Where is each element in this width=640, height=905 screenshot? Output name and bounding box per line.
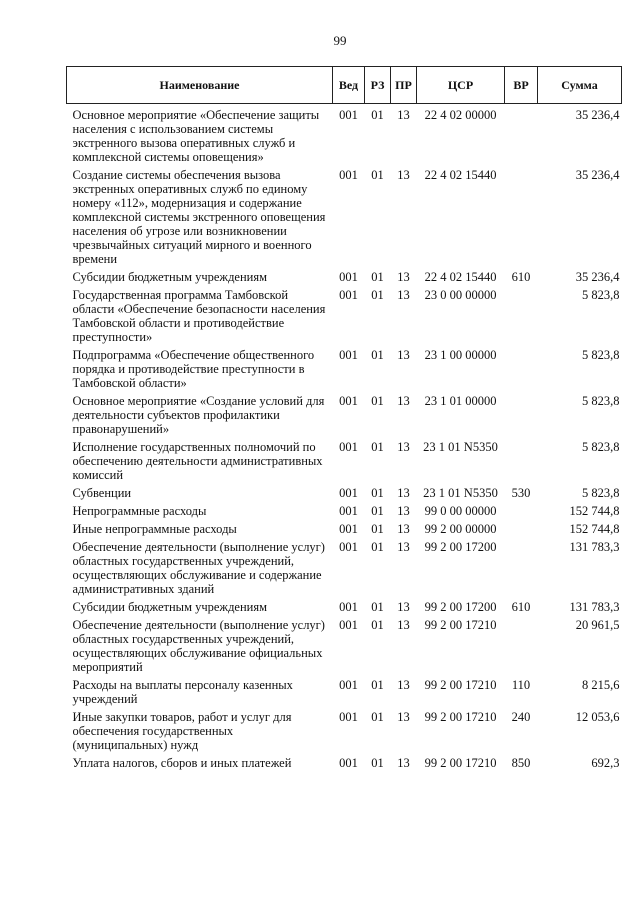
cell-csr: 22 4 02 15440: [424, 168, 497, 182]
cell-pr: 13: [397, 710, 410, 724]
cell-vr: 110: [511, 678, 531, 692]
cell-ved: 001: [339, 756, 358, 770]
table-row: [67, 104, 622, 169]
cell-pr: 13: [397, 108, 410, 122]
cell-csr: 99 2 00 17200: [424, 540, 497, 554]
cell-pr: 13: [397, 678, 410, 692]
cell-name: Обеспечение деятельности (выполнение услуг) областных государственных учреждений, осуществляющих обслуживание официальных мероприятий: [72, 618, 325, 674]
cell-vr: [505, 618, 538, 678]
cell-vr: [505, 522, 538, 540]
table-row: [67, 348, 622, 394]
cell-vr: 610: [511, 600, 531, 614]
cell-rz: 01: [371, 270, 384, 284]
table-row: [67, 540, 622, 600]
cell-csr: 23 1 00 00000: [424, 348, 497, 362]
cell-csr: 22 4 02 00000: [424, 108, 497, 122]
cell-csr: 99 0 00 00000: [424, 504, 497, 518]
cell-sum: 5 823,8: [582, 348, 620, 362]
cell-ved: 001: [339, 440, 358, 454]
table-header: [67, 67, 622, 104]
cell-rz: 01: [371, 600, 384, 614]
cell-name: Уплата налогов, сборов и иных платежей: [72, 756, 292, 770]
cell-vr: [505, 394, 538, 440]
cell-rz: 01: [371, 618, 384, 632]
cell-pr: 13: [397, 600, 410, 614]
cell-ved: 001: [339, 540, 358, 554]
cell-name: Субсидии бюджетным учреждениям: [72, 270, 268, 284]
table-row: [67, 522, 622, 540]
cell-ved: 001: [339, 348, 358, 362]
header-pr: ПР: [391, 67, 417, 104]
cell-rz: 01: [371, 710, 384, 724]
cell-name: Основное мероприятие «Создание условий для деятельности субъектов профилактики правонарушений»: [72, 394, 325, 436]
budget-table: [66, 66, 622, 774]
cell-name: Иные закупки товаров, работ и услуг для обеспечения государственных (муниципальных) нужд: [72, 710, 292, 752]
cell-sum: 5 823,8: [582, 394, 620, 408]
cell-rz: 01: [371, 540, 384, 554]
cell-csr: 23 1 01 N5350: [423, 440, 498, 454]
cell-ved: 001: [339, 394, 358, 408]
cell-rz: 01: [371, 486, 384, 500]
cell-vr: 530: [511, 486, 531, 500]
cell-vr: [505, 348, 538, 394]
header-rz: РЗ: [365, 67, 391, 104]
cell-name: Государственная программа Тамбовской области «Обеспечение безопасности населения Тамбовской области и противодействие преступности»: [72, 288, 326, 344]
cell-csr: 99 2 00 17210: [424, 756, 497, 770]
cell-pr: 13: [397, 394, 410, 408]
header-csr: ЦСР: [417, 67, 505, 104]
cell-sum: 5 823,8: [582, 486, 620, 500]
header-vr: ВР: [505, 67, 538, 104]
cell-rz: 01: [371, 522, 384, 536]
cell-pr: 13: [397, 168, 410, 182]
cell-pr: 13: [397, 504, 410, 518]
cell-ved: 001: [339, 600, 358, 614]
page-number: 99: [333, 33, 347, 48]
header-name: Наименование: [67, 67, 333, 104]
table-row: [67, 486, 622, 504]
cell-name: Субсидии бюджетным учреждениям: [72, 600, 268, 614]
table-row: [67, 504, 622, 522]
cell-rz: 01: [371, 756, 384, 770]
cell-rz: 01: [371, 504, 384, 518]
cell-ved: 001: [339, 618, 358, 632]
cell-vr: [505, 540, 538, 600]
cell-sum: 8 215,6: [582, 678, 620, 692]
cell-sum: 12 053,6: [575, 710, 620, 724]
cell-rz: 01: [371, 678, 384, 692]
cell-sum: 5 823,8: [582, 288, 620, 302]
cell-sum: 131 783,3: [569, 540, 620, 554]
cell-vr: 610: [511, 270, 531, 284]
header-row: [67, 67, 622, 104]
cell-csr: 22 4 02 15440: [424, 270, 497, 284]
cell-vr: [505, 504, 538, 522]
cell-csr: 99 2 00 17210: [424, 678, 497, 692]
header-sum: Сумма: [538, 67, 622, 104]
cell-name: Иные непрограммные расходы: [72, 522, 237, 536]
cell-ved: 001: [339, 486, 358, 500]
cell-sum: 131 783,3: [569, 600, 620, 614]
cell-name: Подпрограмма «Обеспечение общественного порядка и противодействие преступности в Тамбовской области»: [72, 348, 315, 390]
table-row: [67, 168, 622, 270]
cell-ved: 001: [339, 678, 358, 692]
table-row: [67, 288, 622, 348]
cell-name: Создание системы обеспечения вызова экстренных оперативных служб по единому номеру «112», модернизация и содержание комплексной системы экстренного оповещения населения об угрозе или возникновении чрезвычайных ситуаций мирного и военного времени: [72, 168, 326, 266]
cell-ved: 001: [339, 522, 358, 536]
table-row: [67, 618, 622, 678]
cell-name: Расходы на выплаты персоналу казенных учреждений: [72, 678, 293, 706]
cell-ved: 001: [339, 288, 358, 302]
cell-vr: [505, 168, 538, 270]
cell-name: Непрограммные расходы: [72, 504, 207, 518]
cell-csr: 99 2 00 00000: [424, 522, 497, 536]
cell-sum: 152 744,8: [569, 504, 620, 518]
cell-vr: 240: [511, 710, 531, 724]
cell-name: Обеспечение деятельности (выполнение услуг) областных государственных учреждений, осуществляющих обслуживание и содержание административных зданий: [72, 540, 325, 596]
cell-sum: 35 236,4: [575, 270, 620, 284]
table-row: [67, 440, 622, 486]
cell-name: Исполнение государственных полномочий по обеспечению деятельности административных комиссий: [72, 440, 323, 482]
cell-sum: 5 823,8: [582, 440, 620, 454]
cell-pr: 13: [397, 522, 410, 536]
cell-vr: [505, 104, 538, 169]
cell-csr: 23 0 00 00000: [424, 288, 497, 302]
cell-pr: 13: [397, 486, 410, 500]
cell-ved: 001: [339, 168, 358, 182]
cell-rz: 01: [371, 440, 384, 454]
cell-sum: 692,3: [591, 756, 620, 770]
cell-vr: [505, 288, 538, 348]
table-body: [67, 104, 622, 775]
cell-pr: 13: [397, 288, 410, 302]
cell-csr: 23 1 01 00000: [424, 394, 497, 408]
table-row: [67, 710, 622, 756]
cell-rz: 01: [371, 348, 384, 362]
cell-pr: 13: [397, 756, 410, 770]
cell-csr: 99 2 00 17210: [424, 618, 497, 632]
cell-sum: 35 236,4: [575, 168, 620, 182]
cell-vr: [505, 440, 538, 486]
cell-pr: 13: [397, 348, 410, 362]
table-row: [67, 600, 622, 618]
cell-csr: 99 2 00 17210: [424, 710, 497, 724]
cell-csr: 23 1 01 N5350: [423, 486, 498, 500]
cell-pr: 13: [397, 270, 410, 284]
cell-ved: 001: [339, 108, 358, 122]
cell-ved: 001: [339, 504, 358, 518]
cell-pr: 13: [397, 540, 410, 554]
table-row: [67, 394, 622, 440]
cell-rz: 01: [371, 288, 384, 302]
cell-pr: 13: [397, 618, 410, 632]
cell-rz: 01: [371, 168, 384, 182]
table-row: [67, 270, 622, 288]
table-row: [67, 756, 622, 774]
cell-sum: 20 961,5: [575, 618, 620, 632]
cell-rz: 01: [371, 394, 384, 408]
cell-ved: 001: [339, 270, 358, 284]
cell-rz: 01: [371, 108, 384, 122]
cell-pr: 13: [397, 440, 410, 454]
cell-csr: 99 2 00 17200: [424, 600, 497, 614]
cell-name: Основное мероприятие «Обеспечение защиты населения с использованием системы экстренного вызова оперативных служб и комплексной системы оповещения»: [72, 108, 320, 164]
cell-sum: 35 236,4: [575, 108, 620, 122]
cell-sum: 152 744,8: [569, 522, 620, 536]
cell-vr: 850: [511, 756, 531, 770]
cell-ved: 001: [339, 710, 358, 724]
header-ved: Вед: [333, 67, 365, 104]
table-row: [67, 678, 622, 710]
cell-name: Субвенции: [72, 486, 132, 500]
